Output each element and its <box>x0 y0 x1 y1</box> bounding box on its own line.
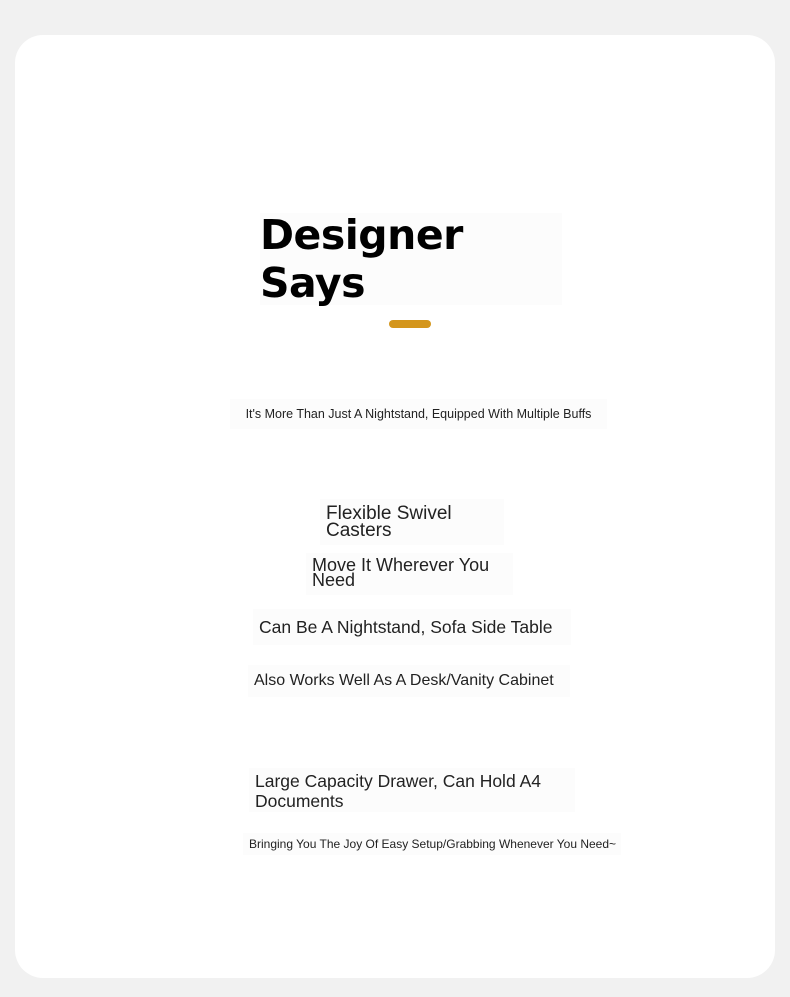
footer-note: Bringing You The Joy Of Easy Setup/Grabbing Whenever You Need~ <box>243 833 621 855</box>
feature-large-drawer: Large Capacity Drawer, Can Hold A4 Documents <box>249 768 575 812</box>
subtitle-text: It's More Than Just A Nightstand, Equipped With Multiple Buffs <box>230 399 607 429</box>
feature-nightstand-side-table: Can Be A Nightstand, Sofa Side Table <box>253 609 571 645</box>
feature-swivel-casters: Flexible Swivel Casters <box>320 499 504 545</box>
feature-move-anywhere: Move It Wherever You Need <box>306 553 513 595</box>
title-accent-bar <box>389 320 431 328</box>
page-title: Designer Says <box>260 213 562 305</box>
content-card <box>15 35 775 978</box>
feature-desk-vanity: Also Works Well As A Desk/Vanity Cabinet <box>248 665 570 697</box>
